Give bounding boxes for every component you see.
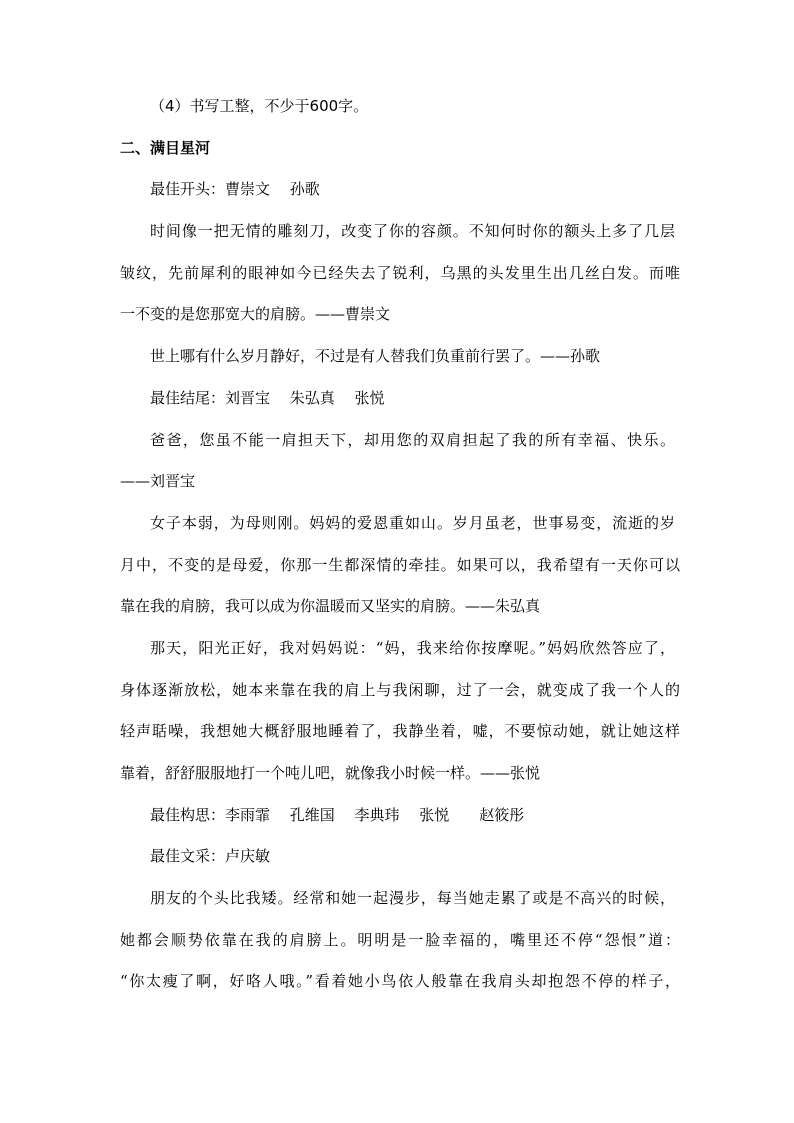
paragraph-line: 月中，不变的是母爱，你那一生都深情的牵挂。如果可以，我希望有一天你可以 [120,556,680,574]
paragraph-line: 时间像一把无情的雕刻刀，改变了你的容颜。不知何时你的额头上多了几层 [150,222,675,240]
best-concept-heading: 最佳构思：李雨霏 孔维国 李典玮 张悦 赵筱彤 [150,806,525,824]
paragraph-line: 世上哪有什么岁月静好，不过是有人替我们负重前行罢了。——孙歌 [150,347,601,365]
best-ending-heading: 最佳结尾：刘晋宝 朱弘真 张悦 [150,389,385,407]
paragraph-line: 轻声聒噪，我想她大概舒服地睡着了，我静坐着，嘘，不要惊动她，就让她这样 [120,722,680,740]
paragraph-line: 身体逐渐放松，她本来靠在我的肩上与我闲聊，过了一会，就变成了我一个人的 [120,681,680,699]
paragraph-line: 那天，阳光正好，我对妈妈说：“妈，我来给你按摩呢。”妈妈欣然答应了， [150,639,675,657]
paragraph-line: 靠着，舒舒服服地打一个吨儿吧，就像我小时候一样。——张悦 [120,764,541,782]
paragraph-line: 靠在我的肩膀，我可以成为你温暖而又坚实的肩膀。——朱弘真 [120,597,541,615]
best-opening-heading: 最佳开头：曹崇文 孙歌 [150,180,320,198]
paragraph-line: 一不变的是您那宽大的肩膀。——曹崇文 [120,305,391,323]
requirement-item-4: （4）书写工整，不少于600字。 [150,97,369,115]
paragraph-line: 朋友的个头比我矮。经常和她一起漫步，每当她走累了或是不高兴的时候， [150,889,675,907]
paragraph-line: 她都会顺势依靠在我的肩膀上。明明是一脸幸福的，嘴里还不停“怨恨”道： [120,931,680,949]
paragraph-line: 女子本弱，为母则刚。妈妈的爱恩重如山。岁月虽老，世事易变，流逝的岁 [150,514,675,532]
best-style-heading: 最佳文采：卢庆敏 [150,847,271,865]
paragraph-line: ——刘晋宝 [120,472,196,490]
paragraph-line: 爸爸，您虽不能一肩担天下，却用您的双肩担起了我的所有幸福、快乐。 [150,431,675,449]
paragraph-line: “你太瘦了啊，好咯人哦。”看着她小鸟依人般靠在我肩头却抱怨不停的样子， [120,972,680,990]
paragraph-line: 皱纹，先前犀利的眼神如今已经失去了锐利，乌黑的头发里生出几丝白发。而唯 [120,264,680,282]
section-heading: 二、满目星河 [120,139,211,157]
